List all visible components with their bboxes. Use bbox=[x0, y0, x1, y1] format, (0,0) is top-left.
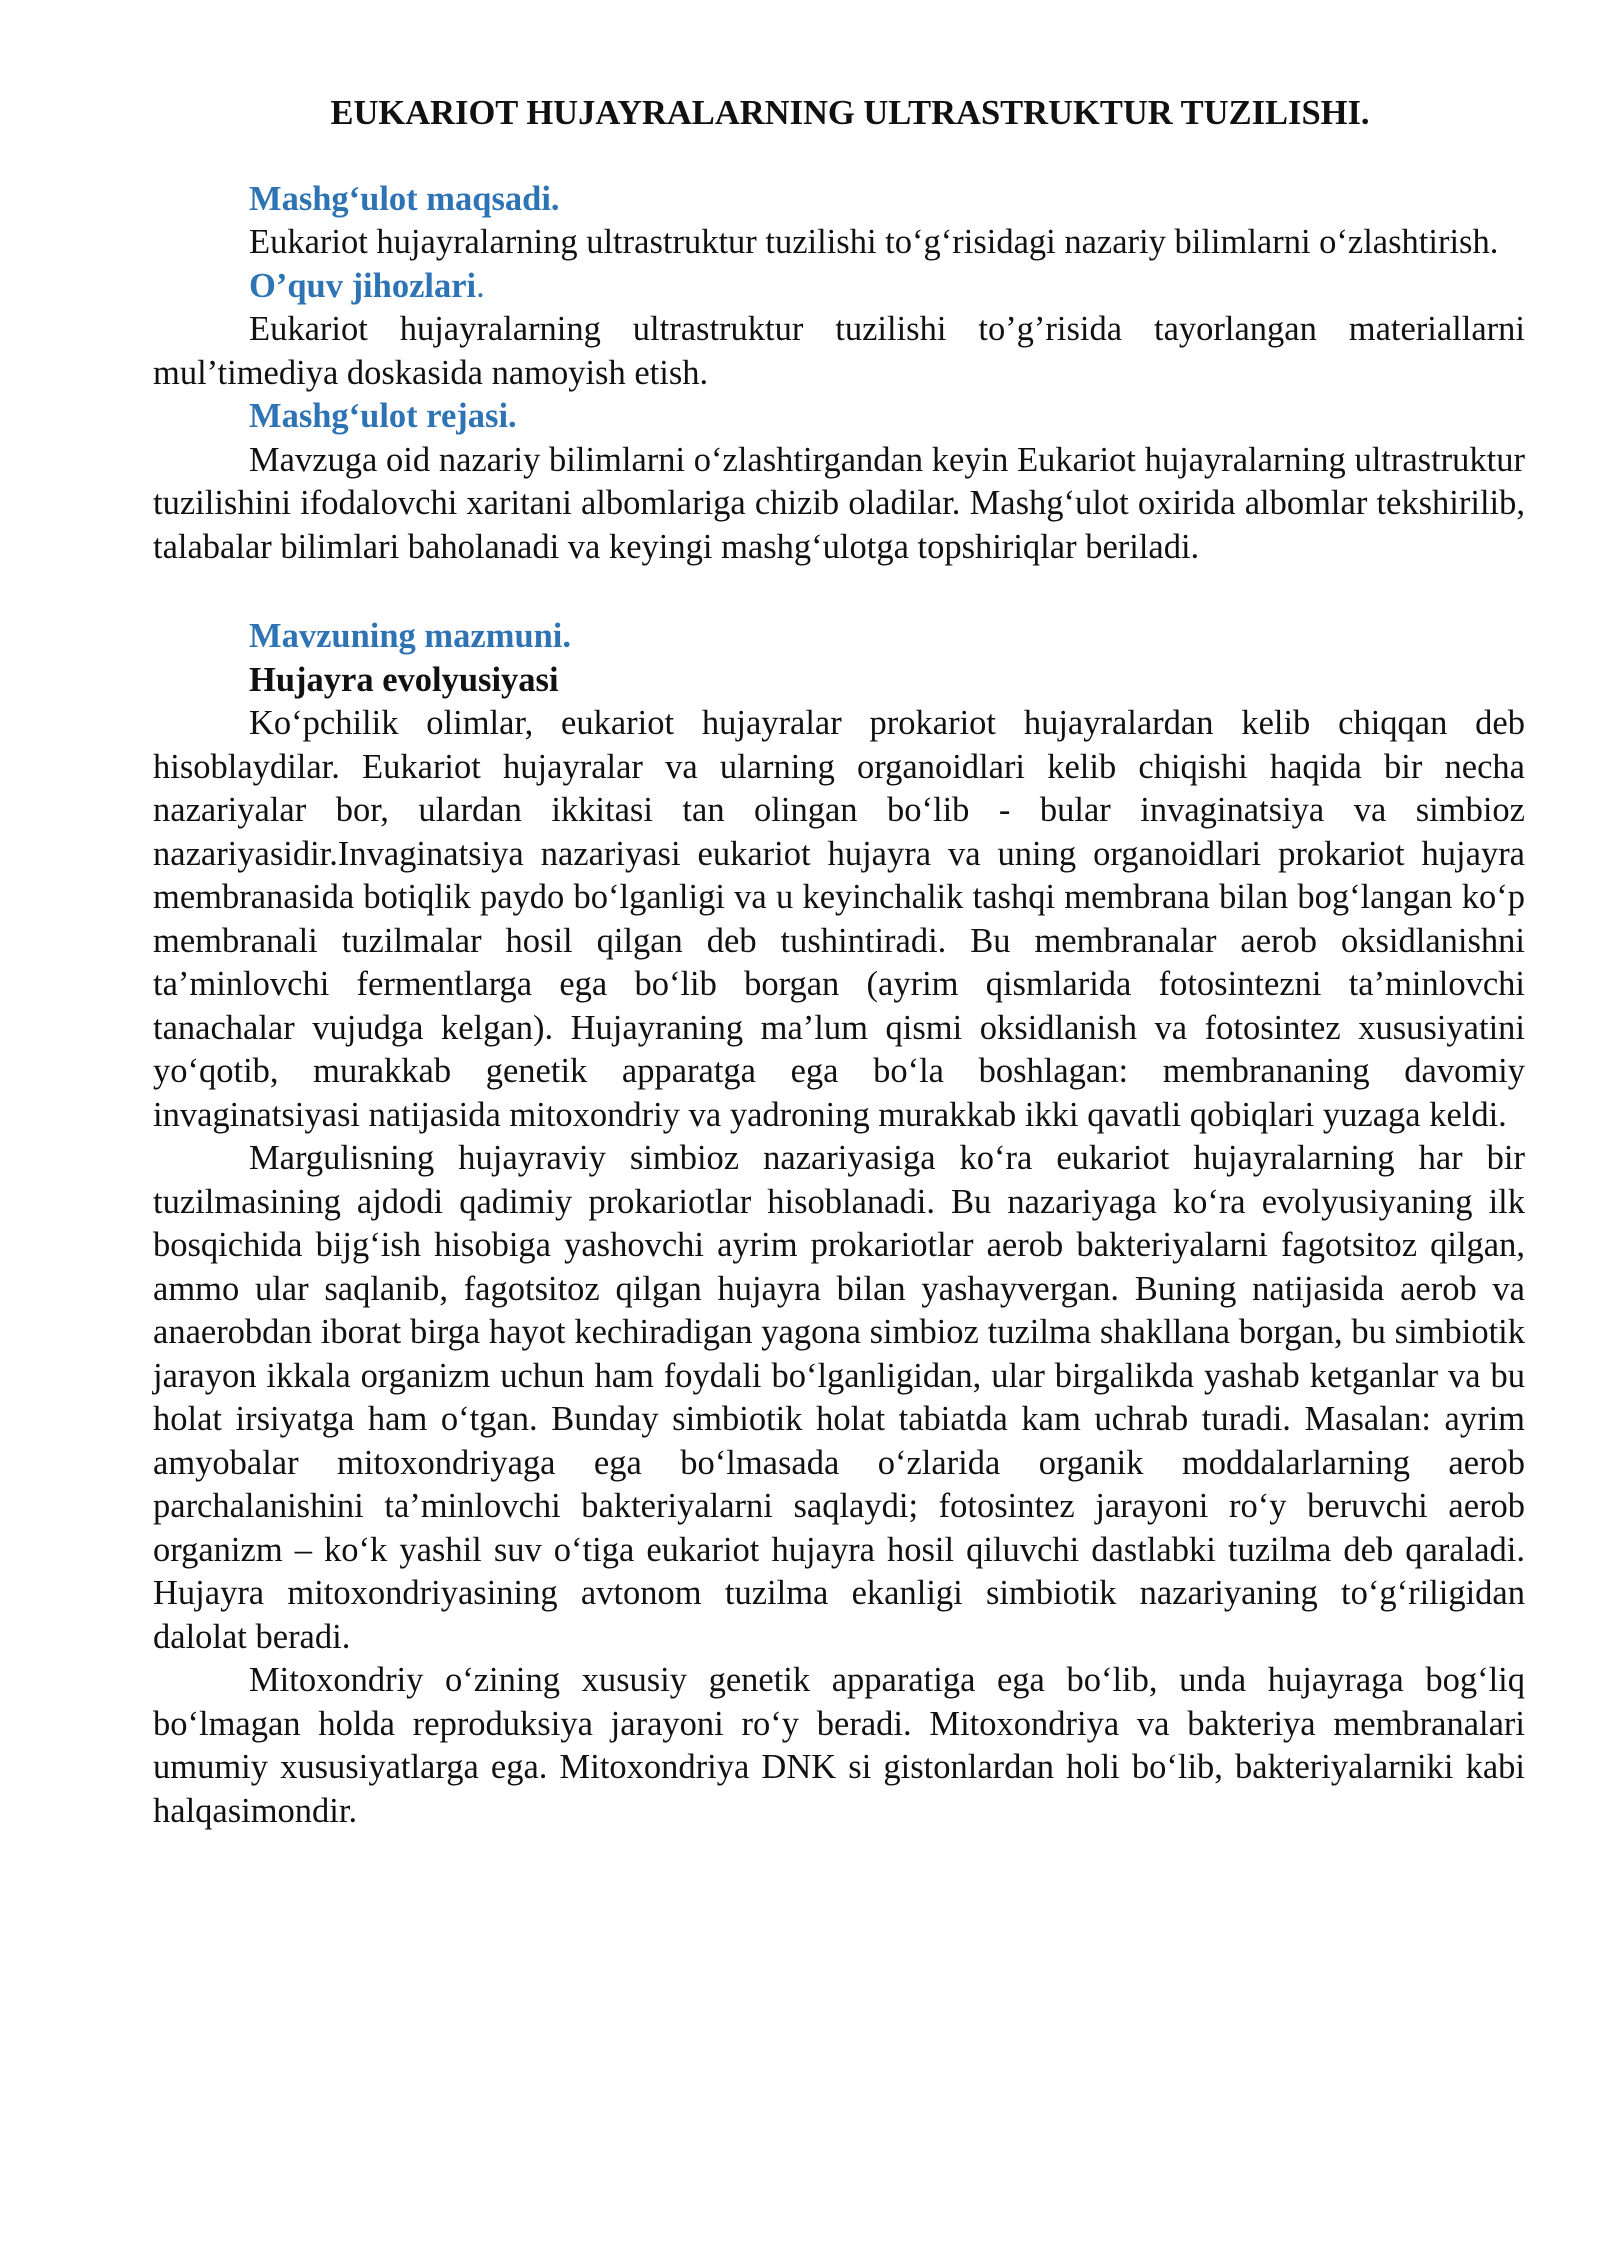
section-heading-reja: Mashg‘ulot rejasi. bbox=[249, 397, 517, 435]
paragraph-simbioz: Margulisning hujayraviy simbioz nazariyasiga ko‘ra eukariot hujayralarning har bir tuzilmasining ajdodi qadimiy prokariotlar hisoblanadi. Bu nazariyaga ko‘ra evolyusiyaning ilk bosqichida bijg‘ish hisobiga yashovchi ayrim prokariotlar aerob bakteriyalarni fagotsitoz qilgan, ammo ular saqlanib, fagotsitoz qilgan hujayra bilan yashayvergan. Buning natijasida aerob va anaerobdan iborat birga hayot kechiradigan yagona simbioz tuzilma shakllana borgan, bu simbiotik jarayon ikkala organizm uchun ham foydali bo‘lganligidan, ular birgalikda yashab ketganlar va bu holat irsiyatga ham o‘tgan. Bunday simbiotik holat tabiatda kam uchrab turadi. Masalan: ayrim amyobalar mitoxondriyaga ega bo‘lmasada o‘zlarida organik moddalarlarning aerob parchalanishini ta’minlovchi bakteriyalarni saqlaydi; fotosintez jarayoni ro‘y beruvchi aerob organizm – ko‘k yashil suv o‘tiga eukariot hujayra hosil qiluvchi dastlabki tuzilma deb qaraladi. Hujayra mitoxondriyasining avtonom tuzilma ekanligi simbiotik nazariyaning to‘g‘riligidan dalolat beradi. bbox=[153, 1139, 1525, 1656]
section-heading-jihozlar-text: O’quv jihozlari bbox=[249, 266, 477, 305]
section-heading-mazmun: Mavzuning mazmuni. bbox=[249, 617, 572, 655]
section-heading-maqsad: Mashg‘ulot maqsadi. bbox=[249, 179, 560, 218]
paragraph-maqsad: Eukariot hujayralarning ultrastruktur tuzilishi to‘g‘risidagi nazariy bilimlarni o‘zlashtirish. bbox=[249, 223, 1499, 261]
subheading-evolyutsiya: Hujayra evolyusiyasi bbox=[249, 660, 559, 699]
paragraph-jihozlar: Eukariot hujayralarning ultrastruktur tuzilishi to’g’risida tayorlangan materiallarni mul’timediya doskasida namoyish etish. bbox=[153, 310, 1525, 392]
section-heading-jihozlar bbox=[153, 265, 1525, 309]
paragraph-invaginatsiya: Ko‘pchilik olimlar, eukariot hujayralar prokariot hujayralardan kelib chiqqan deb hisoblaydilar. Eukariot hujayralar va ularning organoidlari kelib chiqishi haqida bir necha nazariyalar bor, ulardan ikkitasi tan olingan bo‘lib - bular invaginatsiya va simbioz nazariyasidir.Invaginatsiya nazariyasi eukariot hujayra va uning organoidlari prokariot hujayra membranasida botiqlik paydo bo‘lganligi va u keyinchalik tashqi membrana bilan bog‘langan ko‘p membranali tuzilmalar hosil qilgan deb tushintiradi. Bu membranalar aerob oksidlanishni ta’minlovchi fermentlarga ega bo‘lib borgan (ayrim qismlarida fotosintezni ta’minlovchi tanachalar vujudga kelgan). Hujayraning ma’lum qismi oksidlanish va fotosintez xususiyatini yo‘qotib, murakkab genetik apparatga ega bo‘la boshlagan: membrananing davomiy invaginatsiyasi natijasida mitoxondriy va yadroning murakkab ikki qavatli qobiqlari yuzaga keldi. bbox=[153, 704, 1525, 1134]
page-title: EUKARIOT HUJAYRALARNING ULTRASTRUKTUR TUZILISHI. bbox=[330, 94, 1370, 132]
document-page bbox=[153, 92, 1525, 1833]
section-heading-jihozlar-dot: . bbox=[476, 266, 485, 305]
section-spacer bbox=[153, 569, 1525, 615]
paragraph-mitoxondriy: Mitoxondriy o‘zining xususiy genetik apparatiga ega bo‘lib, unda hujayraga bog‘liq bo‘lmagan holda reproduksiya jarayoni ro‘y beradi. Mitoxondriya va bakteriya membranalari umumiy xususiyatlarga ega. Mitoxondriya DNK si gistonlardan holi bo‘lib, bakteriyalarniki kabi halqasimondir. bbox=[153, 1661, 1525, 1830]
paragraph-reja: Mavzuga oid nazariy bilimlarni o‘zlashtirgandan keyin Eukariot hujayralarning ultrastruktur tuzilishini ifodalovchi xaritani albomlariga chizib oladilar. Mashg‘ulot oxirida albomlar tekshirilib, talabalar bilimlari baholanadi va keyingi mashg‘ulotga topshiriqlar beriladi. bbox=[153, 440, 1525, 566]
